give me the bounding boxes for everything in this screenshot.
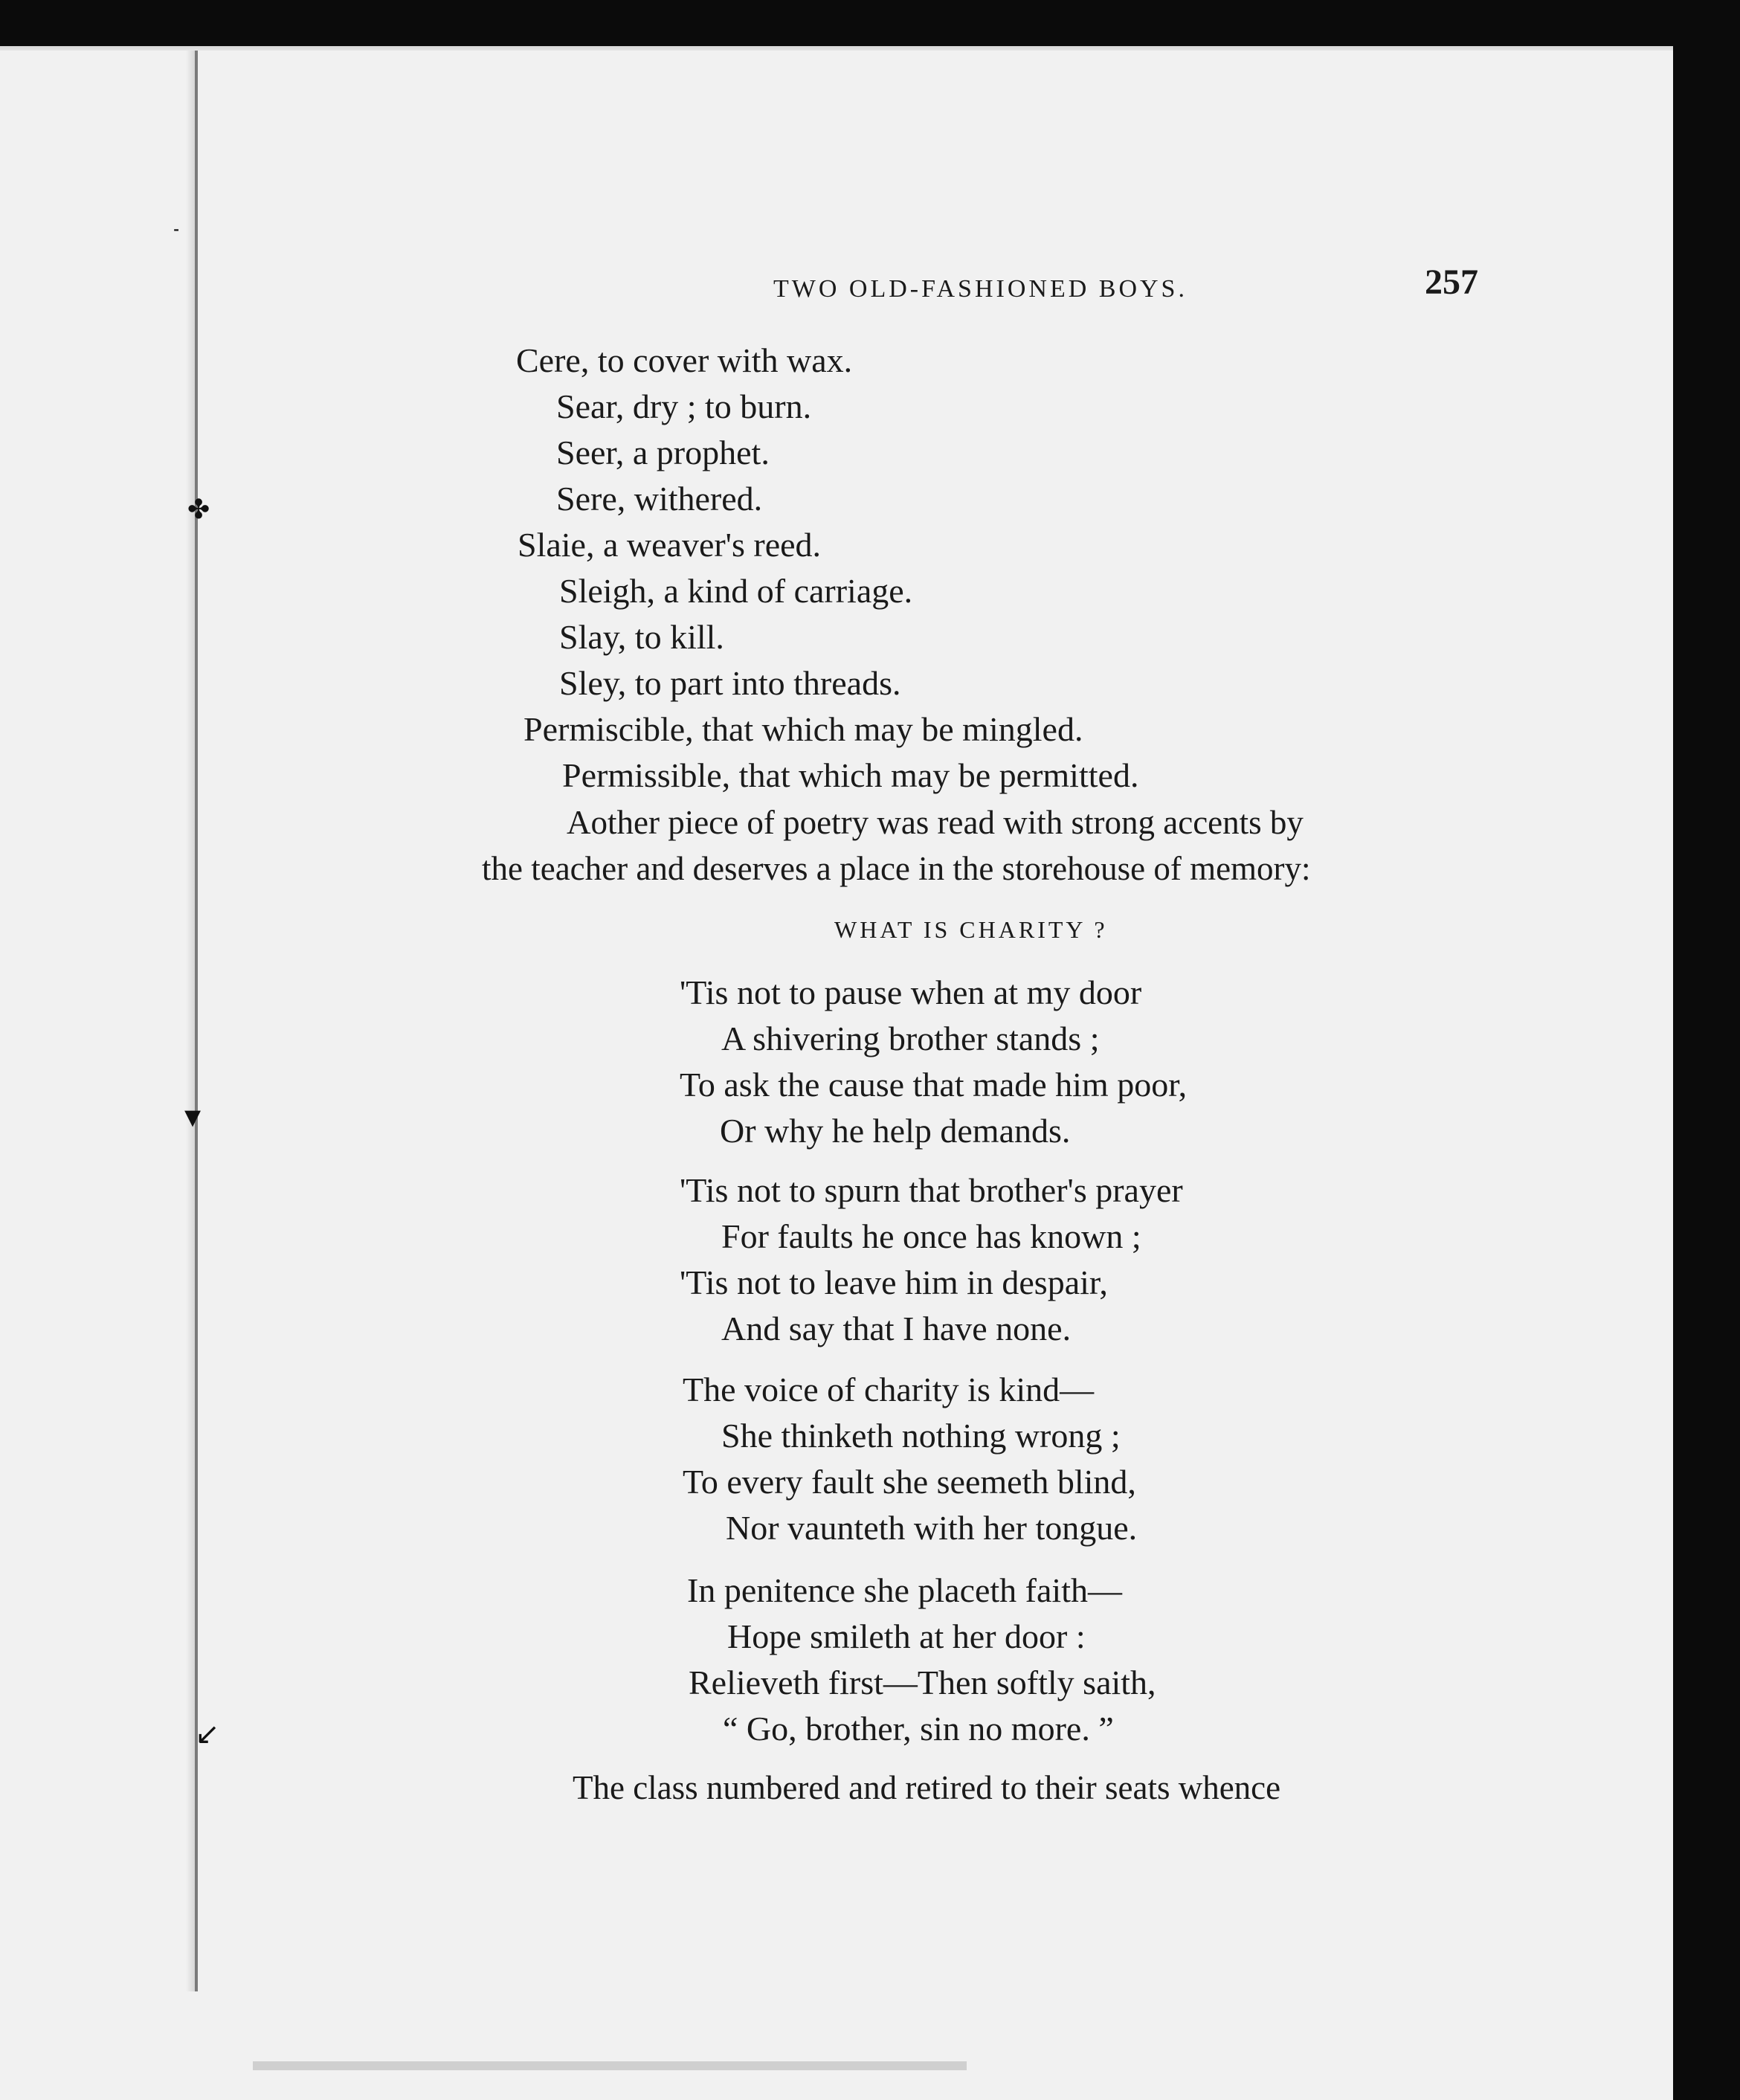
binding-mark-icon: ✤	[187, 495, 210, 525]
page-number: 257	[1425, 262, 1478, 302]
word-list-item: Sley, to part into threads.	[559, 664, 901, 702]
word-list-item: Slaie, a weaver's reed.	[518, 526, 822, 564]
poem-line: “ Go, brother, sin no more. ”	[723, 1710, 1114, 1748]
poem-line: And say that I have none.	[721, 1310, 1072, 1347]
binding-line	[195, 51, 198, 1991]
poem-line: Hope smileth at her door :	[727, 1617, 1086, 1655]
word-list-item: Permiscible, that which may be mingled.	[523, 710, 1083, 748]
binding-shadow	[186, 51, 195, 1991]
word-list-item: Permissible, that which may be permitted.	[562, 756, 1139, 794]
word-list-item: Sere, withered.	[556, 480, 763, 518]
binding-mark-icon: ▾	[184, 1098, 202, 1136]
poem-line: 'Tis not to pause when at my door	[680, 973, 1142, 1011]
poem-line: The voice of charity is kind—	[683, 1371, 1095, 1408]
binding-mark-icon: ⁃	[173, 222, 180, 239]
poem-line: For faults he once has known ;	[721, 1217, 1141, 1255]
word-list-item: Sear, dry ; to burn.	[556, 387, 812, 425]
word-list-item: Sleigh, a kind of carriage.	[559, 572, 913, 610]
poem-line: 'Tis not to leave him in despair,	[680, 1263, 1108, 1301]
closing-line: The class numbered and retired to their seats whence	[573, 1769, 1281, 1806]
word-list-item: Seer, a prophet.	[556, 434, 770, 471]
poem-line: 'Tis not to spurn that brother's prayer	[680, 1171, 1183, 1209]
word-list-item: Slay, to kill.	[559, 618, 724, 656]
word-list-item: Cere, to cover with wax.	[516, 341, 853, 379]
intro-line: Aother piece of poetry was read with strong accents by	[567, 804, 1304, 841]
poem-line: Relieveth first—Then softly saith,	[689, 1663, 1156, 1701]
poem-line: Nor vaunteth with her tongue.	[726, 1509, 1138, 1547]
poem-line: She thinketh nothing wrong ;	[721, 1417, 1121, 1455]
poem-title: WHAT IS CHARITY ?	[834, 916, 1108, 943]
poem-line: Or why he help demands.	[720, 1112, 1071, 1150]
poem-line: In penitence she placeth faith—	[687, 1571, 1122, 1609]
poem-line: To every fault she seemeth blind,	[683, 1463, 1136, 1501]
poem-line: To ask the cause that made him poor,	[680, 1066, 1188, 1104]
binding-mark-icon: ↙	[195, 1717, 220, 1751]
poem-line: A shivering brother stands ;	[721, 1020, 1100, 1057]
running-title: TWO OLD-FASHIONED BOYS.	[773, 275, 1188, 303]
bottom-edge-strip	[253, 2061, 967, 2070]
intro-line: the teacher and deserves a place in the storehouse of memory:	[482, 850, 1311, 887]
